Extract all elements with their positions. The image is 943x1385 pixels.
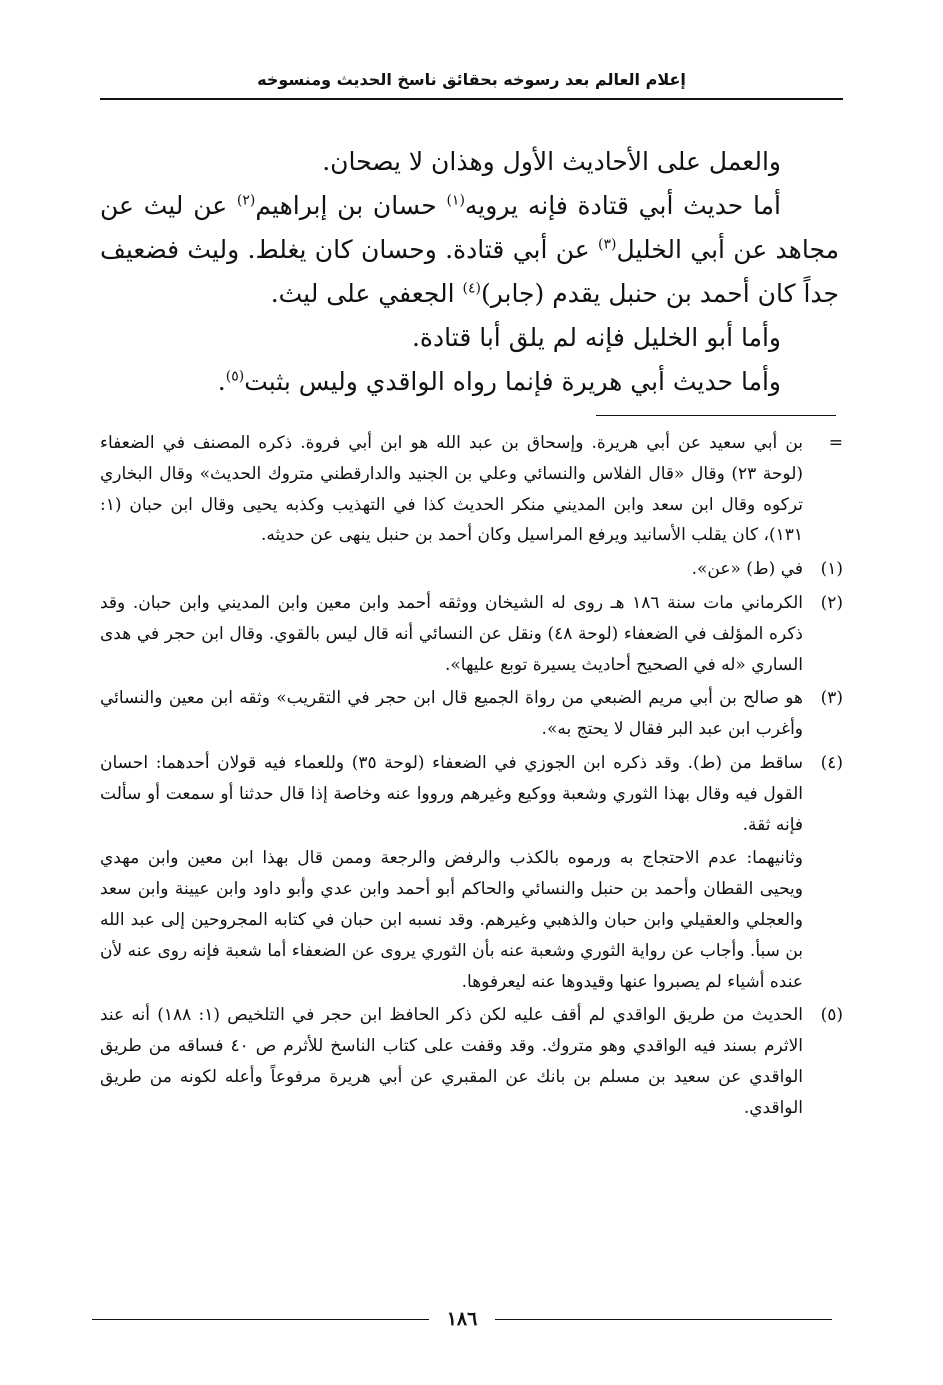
footnote-text: ساقط من (ط). وقد ذكره ابن الجوزي في الضعفاء (لوحة ٣٥) وللعماء فيه قولان أحدهما: احسان القول فيه وقال بهذا الثوري وشعبة ووكيع وغيرهم ورووا عنه وخاصة إذا قال حدثنا أو سمعت أو سألت فإنه ثقة.: [100, 752, 804, 835]
footnote-ref-3[interactable]: (٣): [598, 236, 617, 253]
footnote-text: بن أبي سعيد عن أبي هريرة. وإسحاق بن عبد الله هو ابن أبي فروة. ذكره المصنف في الضعفاء (لوحة ٢٣) وقال «قال الفلاس والنسائي وعلي بن الجنيد والدارقطني متروك الحديث» وقال البخاري تركوه وقال ابن سعد وابن المديني منكر الحديث كذا في التهذيب وكذبه يحيى وقال ابن حبان (١: ١٣١)، كان يقلب الأسانيد ويرفع المراسيل وكان أحمد بن حنبل ينهى عن حديثه.: [100, 433, 804, 546]
footnote-text: هو صالح بن أبي مريم الضبعي من رواة الجميع قال ابن حجر في التقريب» وثقه ابن معين والنسائي وأغرب ابن عبد البر فقال لا يحتج به».: [100, 688, 803, 740]
footnote-marker: (٣): [820, 688, 843, 709]
text-run: وأما حديث أبي هريرة فإنما رواه الواقدي وليس بثبت: [244, 367, 781, 396]
footnote-text: الكرماني مات سنة ١٨٦ هـ روى له الشيخان ووثقه أحمد وابن معين وابن المديني وابن حبان. وقد ذكره المؤلف في الضعفاء (لوحة ٤٨) ونقل عن النسائي أنه قال ليس بالقوي. وقال ابن حجر في هدى الساري «له في الصحيح أحاديث يسيرة توبع عليها».: [100, 592, 803, 675]
footnote-5: [100, 1000, 843, 1123]
footnote-separator: [596, 415, 836, 416]
paragraph-3: وأما أبو الخليل فإنه لم يلق أبا قتادة.: [411, 323, 781, 352]
footnote-ref-5[interactable]: (٥): [225, 368, 245, 385]
footer-rule-left: [92, 1319, 429, 1320]
footnote-4: [100, 748, 843, 840]
footnote-ref-4[interactable]: (٤): [462, 280, 481, 297]
footnote-4-continued: [100, 843, 843, 997]
footnote-continuation: [100, 428, 843, 551]
page-footer: [92, 1304, 832, 1334]
text-run: .: [217, 367, 226, 396]
text-run: عن أبي قتادة. وحسان كان يغلط. وليث فضعيف جداً كان أحمد بن حنبل يقدم (جابر): [100, 235, 839, 308]
text-run: عن ليث عن مجاهد عن أبي الخليل: [100, 191, 840, 264]
footnote-text: الحديث من طريق الواقدي لم أقف عليه لكن ذكر الحافظ ابن حجر في التلخيص (١: ١٨٨) أنه عند الاثرم بسند فيه الواقدي وهو متروك. وقد وقفت على كتاب الناسخ للأثرم ص ٤٠ فساقه من طريق الواقدي عن سعيد بن مسلم بن بانك عن المقبري عن أبي هريرة مرفوعاً وأعله لكونه من طريق الواقدي.: [100, 1005, 803, 1118]
text-run: الجعفي على ليث.: [270, 279, 463, 308]
paragraph-4: [100, 360, 839, 404]
footnotes: [100, 428, 843, 1127]
footnote-marker: (١): [820, 559, 843, 580]
footnote-marker: (٥): [820, 1005, 843, 1026]
footnote-marker: (٢): [820, 592, 843, 613]
footnote-marker: =: [828, 433, 843, 453]
header-rule: [100, 98, 843, 100]
paragraph-1: والعمل على الأحاديث الأول وهذان لا يصحان.: [322, 147, 781, 176]
footnote-marker: (٤): [820, 752, 843, 773]
text-run: أما حديث أبي قتادة فإنه يرويه: [464, 191, 781, 220]
footnote-text: في (ط) «عن».: [691, 559, 803, 580]
main-text: [100, 140, 839, 404]
text-run: حسان بن إبراهيم: [255, 191, 447, 220]
paragraph-2: [100, 184, 839, 316]
footnote-1: [100, 554, 843, 585]
footnote-text: وثانيهما: عدم الاحتجاج به ورموه بالكذب والرفض والرجعة وممن قال بهذا ابن معين وابن مهدي ويحيى القطان وأحمد بن حنبل والنسائي والحاكم أبو أحمد وابن عدي وأبو داود وابن عيينة وابن سعد والعجلي والعقيلي وابن حبان والذهبي وغيرهم. وقد نسبه ابن حبان في كتابه المجروحين إلى عبد الله بن سبأ. وأجاب عن رواية الثوري وشعبة عنه بأن الثوري يروى عن الضعفاء أما شعبة فإنه روى عنه لأن عنده أشياء لم يصبروا عنها وقيدوها عنه ليعرفوها.: [100, 848, 803, 992]
page-number: ١٨٦: [446, 1308, 478, 1330]
footer-rule-right: [495, 1319, 832, 1320]
running-title: إعلام العالم بعد رسوخه بحقائق ناسخ الحديث ومنسوخه: [257, 70, 686, 89]
footnote-ref-1[interactable]: (١): [446, 192, 465, 209]
footnote-2: [100, 588, 843, 680]
footnote-marker: [803, 843, 843, 997]
footnote-3: [100, 683, 843, 745]
footnote-ref-2[interactable]: (٢): [236, 192, 256, 209]
